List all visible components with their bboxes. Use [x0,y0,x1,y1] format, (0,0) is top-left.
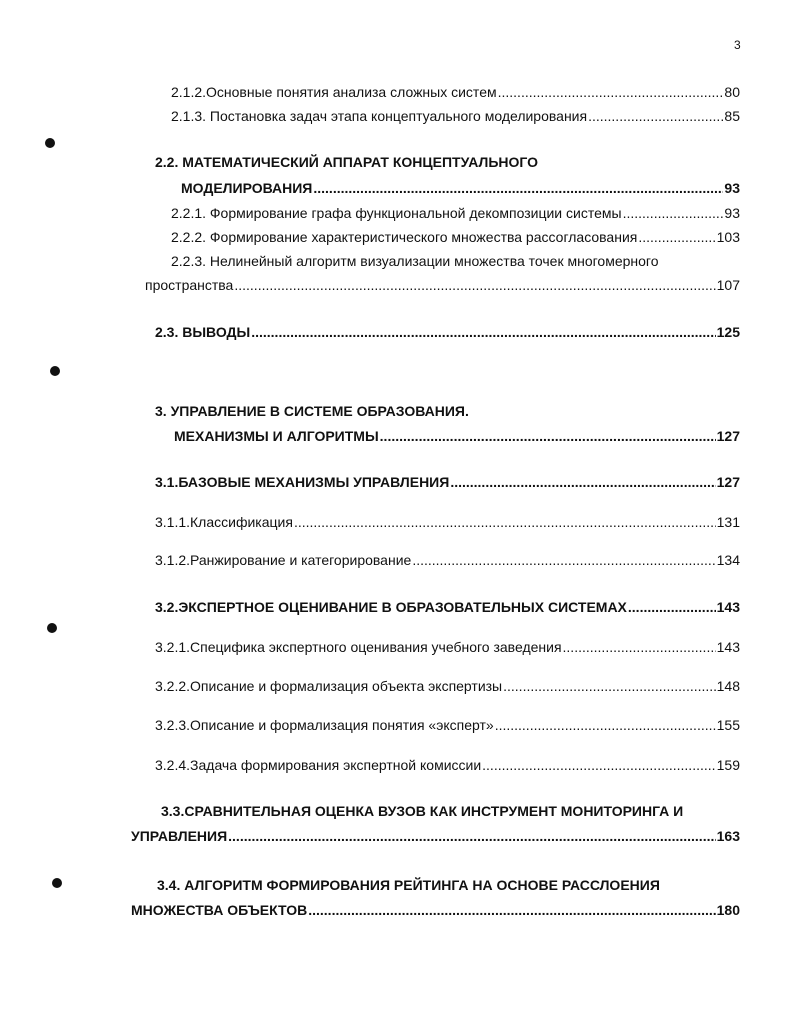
toc-page: 93 [724,180,740,196]
toc-leader [234,276,715,294]
toc-entry[interactable] [174,427,740,445]
toc-leader [588,107,723,125]
toc-page: 103 [716,229,740,245]
toc-leader [294,513,716,531]
toc-leader [638,228,715,246]
margin-bullet [50,366,60,376]
toc-page: 148 [716,678,740,694]
toc-title: 2.2.1. Формирование графа функциональной декомпозиции системы [171,205,622,221]
toc-leader [313,179,723,197]
toc-heading: 3.3.СРАВНИТЕЛЬНАЯ ОЦЕНКА ВУЗОВ КАК ИНСТРУМЕНТ МОНИТОРИНГА И [161,803,684,819]
toc-entry[interactable] [155,323,740,341]
toc-page: 143 [716,639,740,655]
toc-entry[interactable] [171,83,740,101]
toc-page: 163 [716,828,740,844]
toc-title: УПРАВЛЕНИЯ [131,828,228,844]
toc-page: 85 [724,108,740,124]
toc-entry[interactable] [155,716,740,734]
toc-leader [251,323,715,341]
toc-leader [308,901,715,919]
toc-entry[interactable] [155,598,740,616]
toc-leader [495,716,716,734]
toc-title: 3.1.1.Классификация [155,514,293,530]
toc-entry[interactable] [131,827,740,845]
toc-title: МЕХАНИЗМЫ И АЛГОРИТМЫ [174,428,379,444]
toc-entry[interactable] [145,276,740,294]
toc-title: 3.2.ЭКСПЕРТНОЕ ОЦЕНИВАНИЕ В ОБРАЗОВАТЕЛЬНЫХ СИСТЕМАХ [155,599,627,615]
toc-title: 3.2.1.Специфика экспертного оценивания учебного заведения [155,639,562,655]
toc-page: 127 [716,474,740,490]
toc-entry[interactable] [155,473,740,491]
toc-leader [623,204,724,222]
toc-entry[interactable] [171,204,740,222]
toc-page: 80 [724,84,740,100]
toc-page: 131 [716,514,740,530]
toc-title: 2.2.2. Формирование характеристического множества рассогласования [171,229,638,245]
toc-entry[interactable] [171,228,740,246]
toc-leader [450,473,715,491]
toc-leader [498,83,724,101]
toc-title: 3.1.БАЗОВЫЕ МЕХАНИЗМЫ УПРАВЛЕНИЯ [155,474,450,490]
toc-title: МОДЕЛИРОВАНИЯ [181,180,313,196]
toc-leader [228,827,715,845]
toc-leader [503,677,716,695]
toc-entry[interactable] [155,513,740,531]
toc-title: пространства [145,277,234,293]
margin-bullet [45,138,55,148]
toc-title: 2.1.3. Постановка задач этапа концептуального моделирования [171,108,588,124]
toc-entry[interactable] [155,638,740,656]
toc-entry[interactable] [155,756,740,774]
toc-title-continued: 2.2.3. Нелинейный алгоритм визуализации множества точек многомерного [171,253,659,269]
toc-page: 107 [716,277,740,293]
toc-entry[interactable] [131,901,740,919]
toc-page: 93 [724,205,740,221]
toc-entry[interactable] [155,551,740,569]
toc-page: 127 [716,428,740,444]
toc-leader [482,756,715,774]
toc-page: 155 [716,717,740,733]
toc-title: 2.1.2.Основные понятия анализа сложных систем [171,84,497,100]
toc-leader [563,638,716,656]
toc-heading: 3.4. АЛГОРИТМ ФОРМИРОВАНИЯ РЕЙТИНГА НА ОСНОВЕ РАССЛОЕНИЯ [157,877,660,893]
toc-page: 134 [716,552,740,568]
toc-title: 3.2.3.Описание и формализация понятия «эксперт» [155,717,494,733]
toc-title: МНОЖЕСТВА ОБЪЕКТОВ [131,902,308,918]
toc-page: 143 [716,599,740,615]
margin-bullet [52,878,62,888]
toc-page: 180 [716,902,740,918]
toc-leader [628,598,716,616]
margin-bullet [47,623,57,633]
toc-leader [380,427,716,445]
toc-title: 3.1.2.Ранжирование и категорирование [155,552,412,568]
toc-title: 3.2.2.Описание и формализация объекта экспертизы [155,678,503,694]
toc-entry[interactable] [171,107,740,125]
toc-heading: 3. УПРАВЛЕНИЕ В СИСТЕМЕ ОБРАЗОВАНИЯ. [155,403,469,419]
toc-heading: 2.2. МАТЕМАТИЧЕСКИЙ АППАРАТ КОНЦЕПТУАЛЬНОГО [155,154,539,170]
toc-entry[interactable] [181,179,740,197]
page-number: 3 [734,38,741,52]
toc-leader [412,551,715,569]
toc-title: 3.2.4.Задача формирования экспертной комиссии [155,757,482,773]
toc-page: 159 [716,757,740,773]
toc-title: 2.3. ВЫВОДЫ [155,324,251,340]
toc-entry[interactable] [155,677,740,695]
toc-page: 125 [716,324,740,340]
